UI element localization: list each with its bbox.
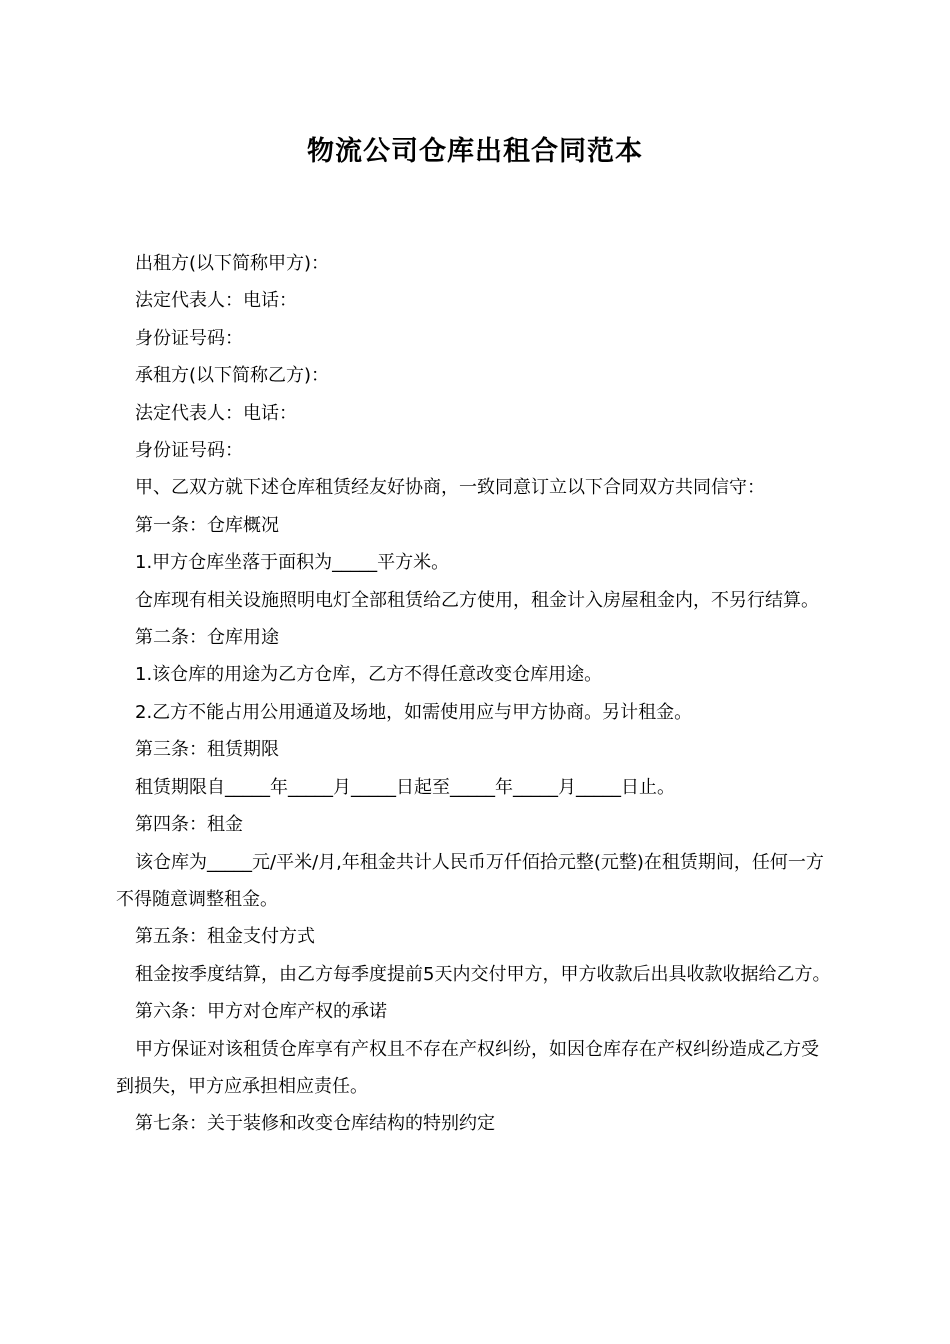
article-1-heading: 第一条：仓库概况 [135, 514, 279, 536]
article-6-commitment: 甲方保证对该租赁仓库享有产权且不存在产权纠纷，如因仓库存在产权纠纷造成乙方受到损失，甲方应承担相应责任。 [116, 1038, 819, 1097]
article-3-term: 租赁期限自_____年_____月_____日起至_____年_____月_____日止。 [135, 776, 675, 798]
document-title: 物流公司仓库出租合同范本 [307, 136, 643, 167]
paragraph-preamble: 甲、乙双方就下述仓库租赁经友好协商，一致同意订立以下合同双方共同信守： [135, 477, 765, 499]
article-5-heading: 第五条：租金支付方式 [135, 926, 315, 948]
paragraph-lessee: 承租方(以下简称乙方)： [135, 365, 330, 387]
document-body [116, 245, 836, 1143]
paragraph-lessee-representative: 法定代表人：电话： [135, 402, 297, 424]
article-1-item-1: 1.甲方仓库坐落于面积为_____平方米。 [135, 552, 450, 574]
article-4-heading: 第四条：租金 [135, 814, 243, 836]
article-3-heading: 第三条：租赁期限 [135, 739, 279, 761]
paragraph-lessor-id: 身份证号码： [135, 327, 243, 349]
paragraph-lessee-id: 身份证号码： [135, 440, 243, 462]
article-4-rent: 该仓库为_____元/平米/月,年租金共计人民币万仟佰拾元整(元整)在租赁期间，任何一方不得随意调整租金。 [116, 851, 824, 910]
article-6-heading: 第六条：甲方对仓库产权的承诺 [135, 1001, 387, 1023]
article-2-heading: 第二条：仓库用途 [135, 627, 279, 649]
article-5-payment: 租金按季度结算，由乙方每季度提前5天内交付甲方，甲方收款后出具收款收据给乙方。 [135, 963, 831, 985]
article-7-heading: 第七条：关于装修和改变仓库结构的特别约定 [135, 1113, 495, 1135]
article-1-facilities: 仓库现有相关设施照明电灯全部租赁给乙方使用，租金计入房屋租金内，不另行结算。 [135, 589, 819, 611]
paragraph-lessor: 出租方(以下简称甲方)： [135, 253, 330, 274]
article-2-item-1: 1.该仓库的用途为乙方仓库，乙方不得任意改变仓库用途。 [135, 664, 603, 686]
article-2-item-2: 2.乙方不能占用公用通道及场地，如需使用应与甲方协商。另计租金。 [135, 701, 693, 723]
paragraph-lessor-representative: 法定代表人：电话： [135, 290, 297, 312]
